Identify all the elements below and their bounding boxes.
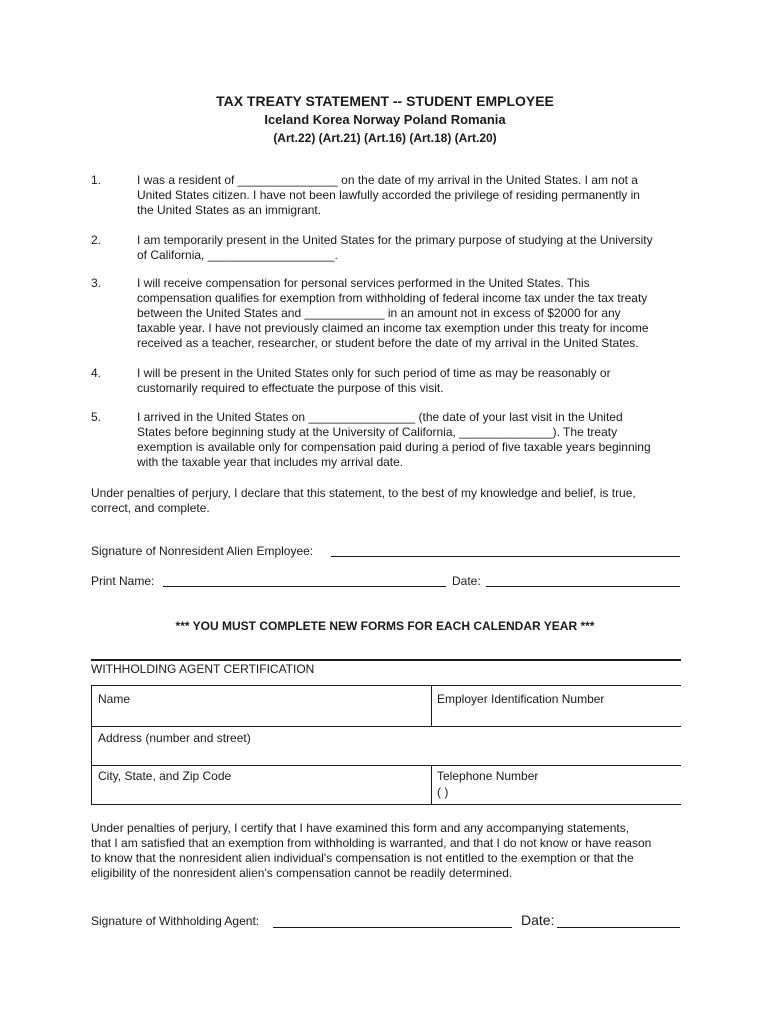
date-field[interactable] [486,586,680,587]
item-number: 2. [91,233,102,247]
item-text-line: exemption is available only for compensation paid during a period of five taxable years beginning [137,440,651,454]
address-field-label: Address (number and street) [98,731,251,745]
form-countries: Iceland Korea Norway Poland Romania [264,112,506,127]
item-number: 3. [91,276,102,290]
item-text-line: I was a resident of _______________ on the date of my arrival in the United States. I am not a [137,173,638,187]
item-text-line: the United States as an immigrant. [137,203,322,217]
print-name-label: Print Name: [91,574,155,588]
item-number: 5. [91,410,102,424]
item-text-line: I will receive compensation for personal services performed in the United States. This [137,276,590,290]
table-left-border [91,685,92,805]
annual-forms-notice: *** YOU MUST COMPLETE NEW FORMS FOR EACH CALENDAR YEAR *** [175,619,595,633]
telephone-parens: ( ) [437,785,449,799]
ein-field-label: Employer Identification Number [437,692,605,706]
date-label: Date: [452,574,481,588]
agent-date-field[interactable] [557,927,680,928]
item-text-line: States before beginning study at the University of California, ______________). The treaty [137,425,618,439]
agent-declaration-line: Under penalties of perjury, I certify that I have examined this form and any accompanying statements, [91,821,630,835]
agent-date-label: Date: [521,912,555,928]
item-text-line: of California, ___________________. [137,248,338,262]
table-row-rule [91,726,681,727]
print-name-field[interactable] [163,586,446,587]
table-divider [431,685,432,726]
agent-declaration-line: to know that the nonresident alien individual's compensation is not entitled to the exemption or that the [91,851,634,865]
item-text-line: with the taxable year that includes my arrival date. [137,455,404,469]
item-text-line: customarily required to effectuate the purpose of this visit. [137,381,444,395]
agent-declaration [91,821,691,881]
agent-signature-label: Signature of Withholding Agent: [91,914,260,928]
employee-signature-label: Signature of Nonresident Alien Employee: [91,544,314,558]
agent-declaration-line: that I am satisfied that an exemption from withholding is warranted, and that I do not know or have reason [91,836,652,850]
certification-header: WITHHOLDING AGENT CERTIFICATION [91,662,315,676]
item-text-line: compensation qualifies for exemption from withholding of federal income tax under the tax treaty [137,291,648,305]
declaration-line: Under penalties of perjury, I declare that this statement, to the best of my knowledge and belief, is true, [91,486,636,500]
telephone-label: Telephone Number [437,769,539,783]
item-text-line: between the United States and ____________ in an amount not in excess of $2000 for any [137,306,621,320]
form-title: TAX TREATY STATEMENT -- STUDENT EMPLOYEE [216,93,554,109]
employee-signature-field[interactable] [331,556,680,557]
item-text-line: taxable year. I have not previously claimed an income tax exemption under this treaty for income [137,321,649,335]
item-text-line: I am temporarily present in the United States for the primary purpose of studying at the University [137,233,653,247]
table-divider [431,765,432,805]
table-row-rule [91,765,681,766]
agent-declaration-line: eligibility of the nonresident alien's compensation cannot be readily determined. [91,866,513,880]
item-number: 4. [91,366,102,380]
name-field-label: Name [98,692,131,706]
certification-header-rule [91,685,681,686]
item-number: 1. [91,173,102,187]
table-bottom-rule [91,804,681,805]
declaration-line: correct, and complete. [91,501,210,515]
agent-signature-field[interactable] [273,927,512,928]
city-state-zip-label: City, State, and Zip Code [98,769,232,783]
item-text-line: United States citizen. I have not been lawfully accorded the privilege of residing permanently in [137,188,640,202]
item-text-line: I will be present in the United States only for such period of time as may be reasonably or [137,366,611,380]
item-text-line: received as a teacher, researcher, or student before the date of my arrival in the United States. [137,336,639,350]
employee-declaration [91,486,691,516]
item-text-line: I arrived in the United States on ________________ (the date of your last visit in the United [137,410,623,424]
certification-top-rule [91,659,681,661]
form-articles: (Art.22) (Art.21) (Art.16) (Art.18) (Art.20) [273,131,497,145]
